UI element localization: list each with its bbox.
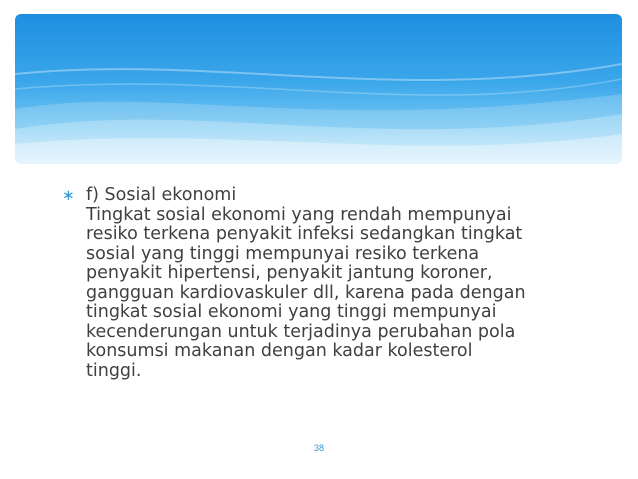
body-line: kecenderungan untuk terjadinya perubahan pola <box>86 321 516 342</box>
bullet-heading: f) Sosial ekonomi <box>86 185 237 205</box>
body-line: sosial yang tinggi mempunyai resiko terkena <box>86 243 480 264</box>
body-line: penyakit hipertensi, penyakit jantung koroner, <box>86 263 493 283</box>
body-line: Tingkat sosial ekonomi yang rendah mempunyai <box>86 204 512 225</box>
slide-body <box>62 186 582 381</box>
wave-decoration <box>15 14 622 164</box>
body-line: tingkat sosial ekonomi yang tinggi mempunyai <box>86 302 497 322</box>
body-line: konsumsi makanan dengan kadar kolesterol <box>86 341 473 361</box>
body-line: tinggi. <box>86 360 142 381</box>
page-number: 38 <box>313 443 324 453</box>
bullet-item <box>62 186 582 381</box>
body-line: gangguan kardiovaskuler dll, karena pada dengan <box>86 282 526 303</box>
body-line: resiko terkena penyakit infeksi sedangkan tingkat <box>86 224 523 244</box>
header-banner <box>15 14 622 164</box>
bullet-asterisk-icon: ∗ <box>62 186 75 204</box>
